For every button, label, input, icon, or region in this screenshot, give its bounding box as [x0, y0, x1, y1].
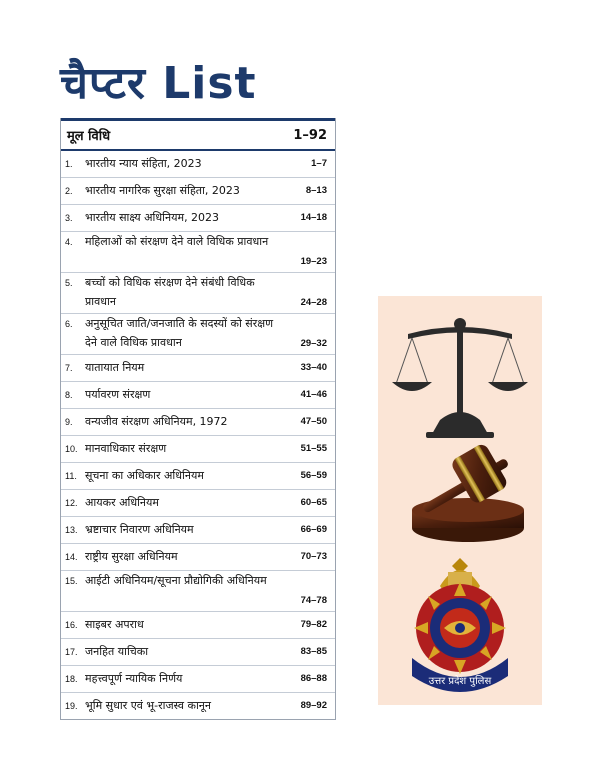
- chapter-pages: 47–50: [300, 416, 327, 427]
- section-pages: 1–92: [293, 127, 327, 143]
- chapter-title: अनुसूचित जाति/जनजाति के सदस्यों को संरक्षण देने वाले विधिक प्रावधान: [85, 317, 274, 349]
- chapter-row: [61, 178, 335, 205]
- section-label: मूल विधि: [67, 129, 111, 144]
- page-title: चैप्टर List: [60, 58, 257, 109]
- chapter-number: 5.: [65, 278, 73, 288]
- chapter-row: [61, 612, 335, 639]
- chapter-title: महत्त्वपूर्ण न्यायिक निर्णय: [85, 672, 183, 685]
- chapter-title: साइबर अपराध: [85, 618, 144, 631]
- chapter-row: [61, 517, 335, 544]
- chapter-number: 18.: [65, 674, 78, 684]
- section-header: [61, 118, 335, 151]
- chapter-pages: 74–78: [300, 595, 327, 606]
- chapter-row: [61, 693, 335, 719]
- chapter-number: 19.: [65, 701, 78, 711]
- chapter-number: 9.: [65, 417, 73, 427]
- chapter-number: 2.: [65, 186, 73, 196]
- chapter-pages: 66–69: [300, 524, 327, 535]
- chapter-number: 15.: [65, 576, 78, 586]
- chapter-number: 1.: [65, 159, 73, 169]
- chapter-number: 16.: [65, 620, 78, 630]
- chapter-row: [61, 490, 335, 517]
- chapter-row: [61, 544, 335, 571]
- emblem-text: उत्तर प्रदेश पुलिस: [428, 676, 492, 687]
- chapter-title: पर्यावरण संरक्षण: [85, 388, 151, 401]
- chapter-row: [61, 232, 335, 273]
- chapter-number: 4.: [65, 237, 73, 247]
- gavel-icon: [410, 437, 524, 542]
- chapter-pages: 41–46: [300, 389, 327, 400]
- chapter-title: राष्ट्रीय सुरक्षा अधिनियम: [85, 550, 178, 563]
- chapter-row: [61, 205, 335, 232]
- chapter-title: वन्यजीव संरक्षण अधिनियम, 1972: [85, 415, 228, 428]
- chapter-pages: 19–23: [300, 256, 327, 267]
- chapter-pages: 24–28: [300, 297, 327, 308]
- chapter-pages: 14–18: [300, 212, 327, 223]
- chapter-row: [61, 666, 335, 693]
- chapter-pages: 86–88: [300, 673, 327, 684]
- chapter-title: आयकर अधिनियम: [85, 496, 159, 509]
- illustration-panel: [378, 296, 542, 705]
- chapter-number: 14.: [65, 552, 78, 562]
- chapter-number: 12.: [65, 498, 78, 508]
- chapter-row: [61, 273, 335, 314]
- chapter-number: 10.: [65, 444, 78, 454]
- chapter-number: 8.: [65, 390, 73, 400]
- chapter-number: 11.: [65, 471, 77, 481]
- chapter-title: भ्रष्टाचार निवारण अधिनियम: [85, 523, 194, 536]
- chapter-pages: 79–82: [300, 619, 327, 630]
- chapter-title: जनहित याचिका: [85, 645, 149, 658]
- chapter-pages: 29–32: [300, 338, 327, 349]
- chapter-row: [61, 314, 335, 355]
- chapter-title: मानवाधिकार संरक्षण: [85, 442, 167, 455]
- scales-of-justice-icon: [392, 318, 528, 438]
- chapter-pages: 51–55: [300, 443, 327, 454]
- chapter-number: 17.: [65, 647, 78, 657]
- chapter-pages: 56–59: [300, 470, 327, 481]
- chapter-pages: 83–85: [300, 646, 327, 657]
- chapter-pages: 33–40: [300, 362, 327, 373]
- chapter-row: [61, 355, 335, 382]
- chapter-number: 6.: [65, 319, 73, 329]
- chapter-pages: 89–92: [300, 700, 327, 711]
- chapter-number: 13.: [65, 525, 78, 535]
- chapter-title: बच्चों को विधिक संरक्षण देने संबंधी विधिक प्रावधान: [85, 276, 255, 308]
- chapter-title: यातायात नियम: [85, 361, 145, 374]
- chapter-title: भारतीय न्याय संहिता, 2023: [85, 157, 202, 170]
- chapter-row: [61, 151, 335, 178]
- chapter-pages: 1–7: [311, 158, 327, 169]
- chapter-number: 7.: [65, 363, 73, 373]
- chapter-row: [61, 639, 335, 666]
- chapter-title: भारतीय नागरिक सुरक्षा संहिता, 2023: [85, 184, 240, 197]
- chapter-title: सूचना का अधिकार अधिनियम: [85, 469, 204, 482]
- chapter-title: महिलाओं को संरक्षण देने वाले विधिक प्रावधान: [85, 235, 269, 248]
- chapter-pages: 8–13: [305, 185, 327, 196]
- up-police-emblem-icon: [412, 558, 508, 692]
- illustration-svg: [378, 296, 542, 705]
- chapter-row: [61, 571, 335, 612]
- chapter-row: [61, 436, 335, 463]
- chapter-title: आईटी अधिनियम/सूचना प्रौद्योगिकी अधिनियम: [85, 574, 267, 587]
- chapter-pages: 70–73: [300, 551, 327, 562]
- chapter-title: भारतीय साक्ष्य अधिनियम, 2023: [85, 211, 220, 224]
- chapter-number: 3.: [65, 213, 73, 223]
- chapter-row: [61, 409, 335, 436]
- chapter-row: [61, 382, 335, 409]
- chapter-row: [61, 463, 335, 490]
- chapter-list: [60, 118, 336, 720]
- chapter-pages: 60–65: [300, 497, 327, 508]
- chapter-title: भूमि सुधार एवं भू-राजस्व कानून: [85, 699, 212, 712]
